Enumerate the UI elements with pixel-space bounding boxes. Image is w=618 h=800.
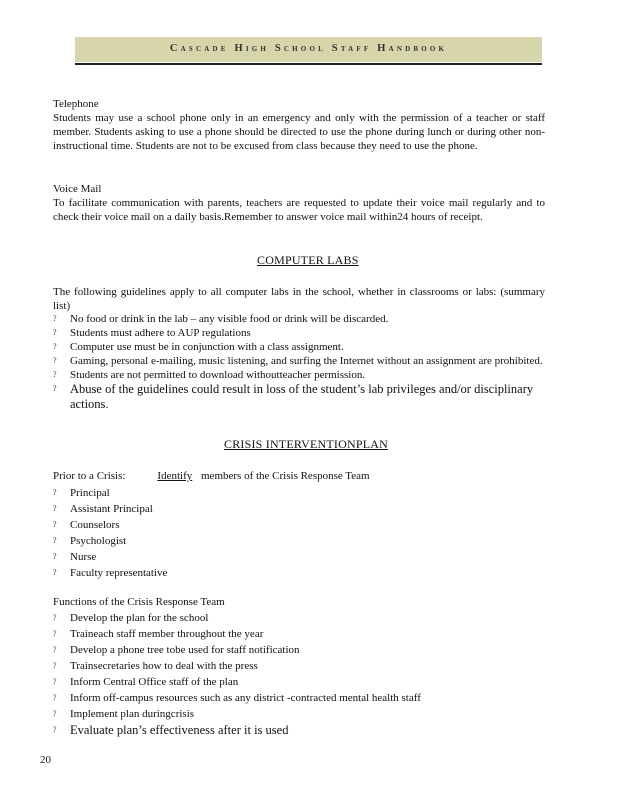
list-item: ? Computer use must be in conjunction with a class assignment. bbox=[53, 341, 344, 353]
bullet-icon: ? bbox=[53, 504, 57, 513]
prior-to-crisis-line bbox=[53, 470, 370, 482]
bullet-icon: ? bbox=[53, 661, 57, 670]
list-item: ? Develop a phone tree tobe used for staff notification bbox=[53, 644, 300, 656]
list-item: ? Abuse of the guidelines could result in loss of the student’s lab privileges and/or disciplinary actions. bbox=[53, 382, 534, 411]
bullet-icon: ? bbox=[53, 342, 57, 351]
crisis-plan-title: CRISIS INTERVENTIONPLAN bbox=[224, 437, 388, 451]
bullet-icon: ? bbox=[53, 613, 57, 622]
list-item: ? Nurse bbox=[53, 551, 97, 563]
list-item: ? Counselors bbox=[53, 519, 120, 531]
list-item: ? Gaming, personal e-mailing, music listening, and surfing the Internet without an assignment are prohibited. bbox=[53, 355, 543, 367]
bullet-icon: ? bbox=[53, 488, 57, 497]
bullet-icon: ? bbox=[53, 725, 57, 734]
bullet-icon: ? bbox=[53, 314, 57, 323]
bullet-icon: ? bbox=[53, 520, 57, 529]
crisis-functions-list bbox=[53, 610, 545, 739]
list-item: ? Principal bbox=[53, 487, 110, 499]
telephone-heading: Telephone bbox=[53, 98, 99, 110]
list-item: ? Assistant Principal bbox=[53, 503, 153, 515]
bullet-icon: ? bbox=[53, 709, 57, 718]
bullet-icon: ? bbox=[53, 356, 57, 365]
list-item: ? Students must adhere to AUP regulations bbox=[53, 327, 251, 339]
bullet-icon: ? bbox=[53, 328, 57, 337]
list-item: ? No food or drink in the lab – any visible food or drink will be discarded. bbox=[53, 313, 389, 325]
bullet-icon: ? bbox=[53, 384, 57, 393]
voicemail-heading: Voice Mail bbox=[53, 183, 102, 195]
handbook-title: Cascade High School Staff Handbook bbox=[169, 43, 448, 54]
bullet-icon: ? bbox=[53, 693, 57, 702]
page-number: 20 bbox=[40, 754, 51, 766]
bullet-icon: ? bbox=[53, 568, 57, 577]
computer-labs-list bbox=[53, 312, 545, 412]
crisis-team-list bbox=[53, 485, 545, 581]
header-rule bbox=[75, 63, 542, 65]
list-item: ? Students are not permitted to download withoutteacher permission. bbox=[53, 369, 366, 381]
list-item: ? Trainsecretaries how to deal with the press bbox=[53, 660, 258, 672]
list-item: ? Faculty representative bbox=[53, 567, 168, 579]
bullet-icon: ? bbox=[53, 552, 57, 561]
bullet-icon: ? bbox=[53, 629, 57, 638]
bullet-icon: ? bbox=[53, 677, 57, 686]
voicemail-paragraph: To facilitate communication with parents, teachers are requested to update their voice mail regularly and to check their voice mail on a daily basis.Remember to answer voice mail within24 hours of receipt. bbox=[53, 197, 545, 224]
prior-label: Prior to a Crisis: bbox=[53, 470, 126, 482]
identify-word: Identify bbox=[157, 470, 193, 482]
list-item: ? Develop the plan for the school bbox=[53, 612, 209, 624]
list-item: ? Traineach staff member throughout the year bbox=[53, 628, 264, 640]
bullet-icon: ? bbox=[53, 536, 57, 545]
list-item: ? Inform off-campus resources such as any district -contracted mental health staff bbox=[53, 692, 421, 704]
telephone-paragraph: Students may use a school phone only in an emergency and only with the permission of a teacher or staff member. Students asking to use a phone should be directed to use the phone during lunch or during other non-instructional time. Students are not to be excused from class because they need to use the phone. bbox=[53, 112, 545, 153]
bullet-icon: ? bbox=[53, 370, 57, 379]
list-item: ? Inform Central Office staff of the plan bbox=[53, 676, 239, 688]
list-item: ? Implement plan duringcrisis bbox=[53, 708, 195, 720]
bullet-icon: ? bbox=[53, 645, 57, 654]
list-item: ? Evaluate plan’s effectiveness after it is used bbox=[53, 723, 289, 737]
prior-rest: members of the Crisis Response Team bbox=[201, 470, 370, 482]
list-item: ? Psychologist bbox=[53, 535, 127, 547]
computer-labs-title: COMPUTER LABS bbox=[257, 253, 359, 267]
computer-labs-intro: The following guidelines apply to all computer labs in the school, whether in classrooms or labs: (summary list) bbox=[53, 286, 545, 313]
functions-heading: Functions of the Crisis Response Team bbox=[53, 596, 225, 608]
